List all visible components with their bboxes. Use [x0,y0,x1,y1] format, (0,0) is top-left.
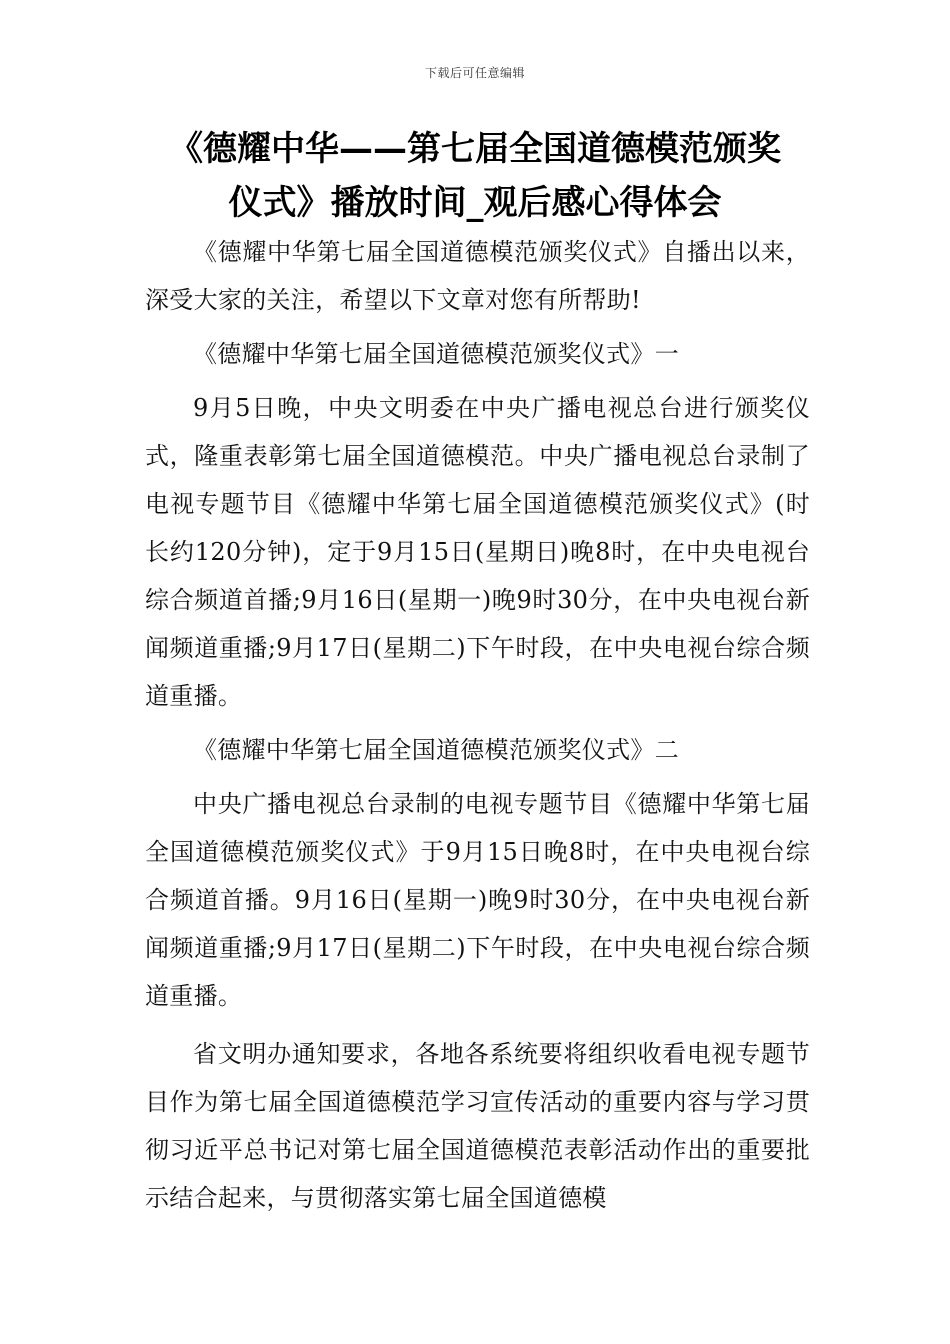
body-paragraph-2: 中央广播电视总台录制的电视专题节目《德耀中华第七届全国道德模范颁奖仪式》于9月15日晚8时，在中央电视台综合频道首播。9月16日(星期一)晚9时30分，在中央电视台新闻频道重播;9月17日(星期二)下午时段，在中央电视台综合频道重播。 [145,790,810,1010]
title-line-2: 仪式》播放时间_观后感心得体会 [228,183,722,223]
title-line-1: 《德耀中华——第七届全国道德模范颁奖 [169,129,781,169]
intro-paragraph: 《德耀中华第七届全国道德模范颁奖仪式》自播出以来，深受大家的关注，希望以下文章对您有所帮助! [145,238,810,314]
section-heading-2: 《德耀中华第七届全国道德模范颁奖仪式》二 [193,736,679,764]
section-heading-1: 《德耀中华第七届全国道德模范颁奖仪式》一 [193,340,679,368]
body-paragraph-3: 省文明办通知要求，各地各系统要将组织收看电视专题节目作为第七届全国道德模范学习宣传活动的重要内容与学习贯彻习近平总书记对第七届全国道德模范表彰活动作出的重要批示结合起来，与贯彻落实第七届全国道德模 [145,1040,810,1212]
header-note: 下载后可任意编辑 [424,66,525,80]
body-paragraph-1: 9月5日晚，中央文明委在中央广播电视总台进行颁奖仪式，隆重表彰第七届全国道德模范。中央广播电视总台录制了电视专题节目《德耀中华第七届全国道德模范颁奖仪式》(时长约120分钟)，定于9月15日(星期日)晚8时，在中央电视台综合频道首播;9月16日(星期一)晚9时30分，在中央电视台新闻频道重播;9月17日(星期二)下午时段，在中央电视台综合频道重播。 [145,394,810,710]
document-body [145,228,810,1222]
document-title [120,122,830,230]
